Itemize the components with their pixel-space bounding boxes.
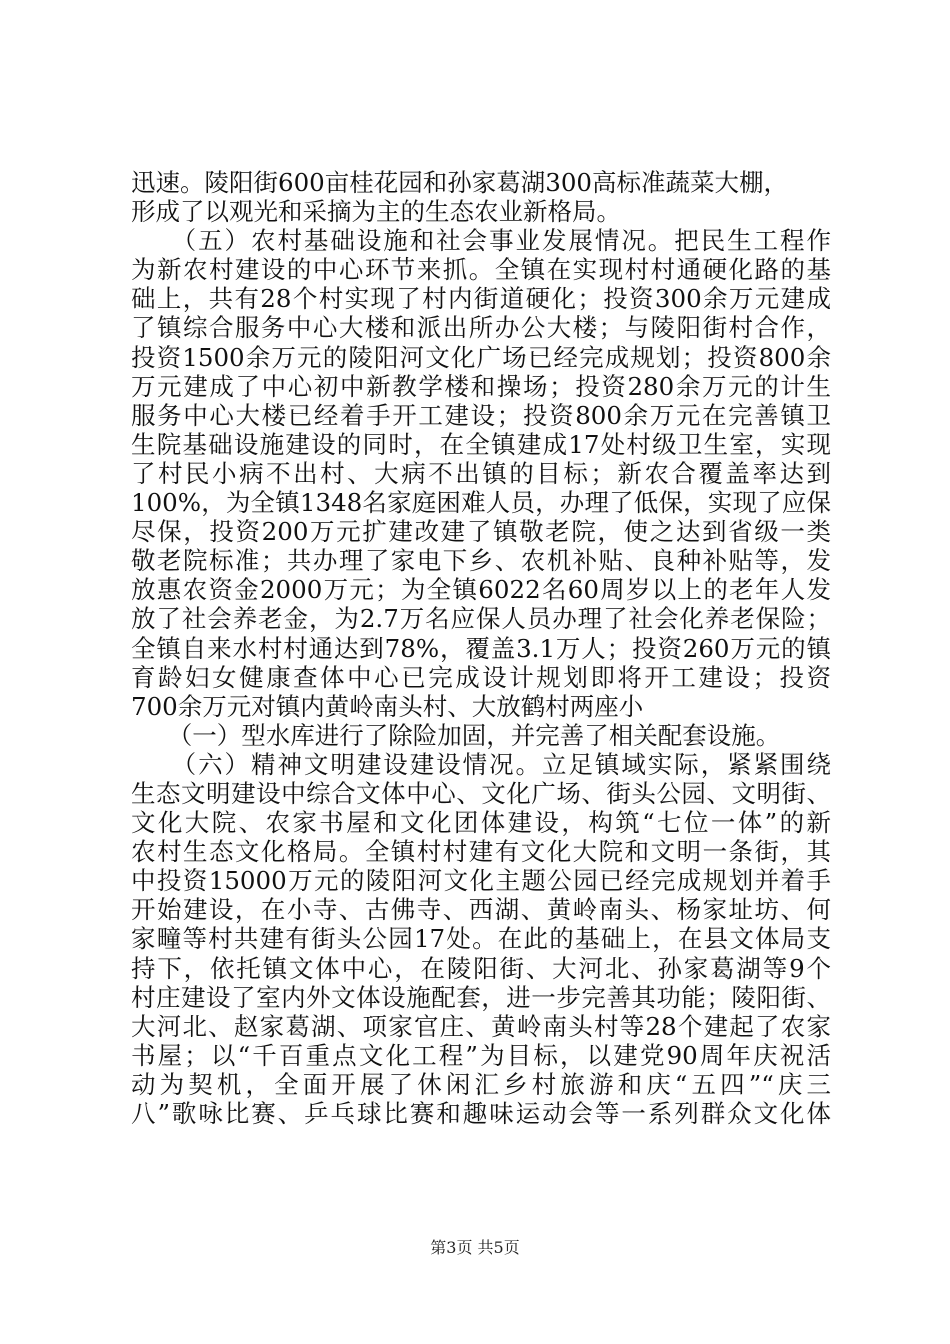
text-line: 放惠农资金2000万元；为全镇6022名60周岁以上的老年人发 [131,575,831,605]
text-line: （六）精神文明建设建设情况。立足镇域实际，紧紧围绕 [131,749,831,779]
text-line: 农村生态文化格局。全镇村村建有文化大院和文明一条街，其 [131,837,831,867]
text-line: 迅速。陵阳街600亩桂花园和孙家葛湖300高标准蔬菜大棚， [131,168,789,197]
text-line: 育龄妇女健康查体中心已完成设计规划即将开工建设；投资 [131,662,831,692]
text-line: 书屋；以“千百重点文化工程”为目标，以建党90周年庆祝活 [131,1040,831,1070]
text-line: 全镇自来水村村通达到78%，覆盖3.1万人；投资260万元的镇 [131,633,831,663]
text-line: 放了社会养老金，为2.7万名应保人员办理了社会化养老保险； [131,604,831,634]
text-line: 开始建设，在小寺、古佛寺、西湖、黄岭南头、杨家址坊、何 [131,895,831,925]
text-line: 生态文明建设中综合文体中心、文化广场、街头公园、文明街、 [131,778,831,808]
text-line: 700余万元对镇内黄岭南头村、大放鹤村两座小 [131,691,644,721]
text-line: 敬老院标准；共办理了家电下乡、农机补贴、良种补贴等，发 [131,546,831,576]
text-line: 尽保，投资200万元扩建改建了镇敬老院，使之达到省级一类 [131,517,831,547]
text-line: 生院基础设施建设的同时，在全镇建成17处村级卫生室，实现 [131,429,831,459]
text-line: 了村民小病不出村、大病不出镇的目标；新农合覆盖率达到 [131,458,831,488]
text-line: （五）农村基础设施和社会事业发展情况。把民生工程作 [131,226,831,256]
text-line: 中投资15000万元的陵阳河文化主题公园已经完成规划并着手 [131,866,831,896]
text-line: 服务中心大楼已经着手开工建设；投资800余万元在完善镇卫 [131,400,831,430]
text-line: 100%，为全镇1348名家庭困难人员，办理了低保，实现了应保 [131,488,831,518]
text-line: 了镇综合服务中心大楼和派出所办公大楼；与陵阳街村合作， [131,313,831,343]
text-line: 投资1500余万元的陵阳河文化广场已经完成规划；投资800余 [131,342,831,372]
page-number-footer: 第3页 共5页 [430,1238,520,1257]
text-line: （一）型水库进行了除险加固，并完善了相关配套设施。 [131,720,781,750]
text-line: 动为契机，全面开展了休闲汇乡村旅游和庆“五四”“庆三 [131,1069,831,1099]
text-line: 八”歌咏比赛、乒乓球比赛和趣味运动会等一系列群众文化体 [131,1099,831,1128]
text-line: 文化大院、农家书屋和文化团体建设，构筑“七位一体”的新 [131,808,831,838]
text-line: 家疃等村共建有街头公园17处。在此的基础上，在县文体局支 [131,924,831,954]
text-line: 为新农村建设的中心环节来抓。全镇在实现村村通硬化路的基 [131,255,831,285]
text-line: 村庄建设了室内外文体设施配套，进一步完善其功能；陵阳街、 [131,982,831,1012]
document-body [131,168,831,1128]
text-line: 持下，依托镇文体中心，在陵阳街、大河北、孙家葛湖等9个 [131,953,831,983]
text-line: 形成了以观光和采摘为主的生态农业新格局。 [131,197,621,227]
text-line: 础上，共有28个村实现了村内街道硬化；投资300余万元建成 [131,284,831,314]
text-line: 大河北、赵家葛湖、项家官庄、黄岭南头村等28个建起了农家 [131,1011,831,1041]
text-line: 万元建成了中心初中新教学楼和操场；投资280余万元的计生 [131,371,831,401]
